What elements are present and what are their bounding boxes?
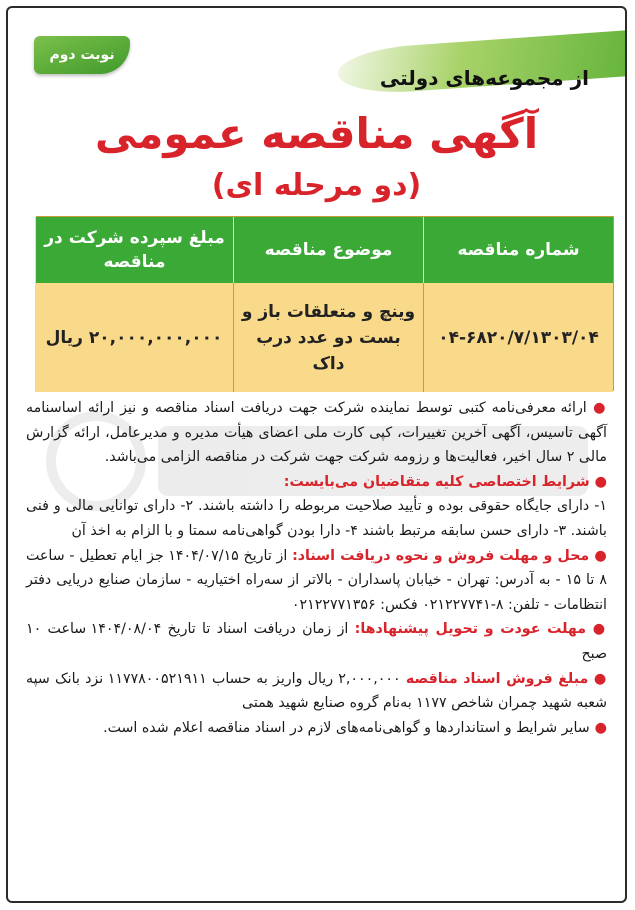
- bullet-icon: ●: [589, 547, 608, 564]
- paragraph-other: ● سایر شرایط و استانداردها و گواهی‌نامه‌های لازم در اسناد مناقصه اعلام شده است.: [103, 719, 607, 736]
- paragraph-documents: ● ارائه معرفی‌نامه کتبی توسط نماینده شرکت جهت دریافت اسناد مناقصه و نیز ارائه اساسنامه آگهی تاسیس، آگهی آخرین تغییرات، کپی کارت ملی اعضای هیأت مدیره و مدیرعامل، ارائه گزارش مالی ۲ سال اخیر، فعالیت‌ها و رزومه شرکت جهت شرکت در مناقصه الزامی می‌باشد.: [26, 400, 607, 466]
- bullet-icon: ●: [588, 670, 607, 687]
- bullet-icon: ●: [586, 400, 607, 416]
- page-title: آگهی مناقصه عمومی: [94, 109, 539, 158]
- bullet-icon: ●: [586, 621, 607, 638]
- paragraph-conditions-list: ۱- دارای جایگاه حقوقی بوده و تأیید صلاحیت مربوطه را داشته باشند. ۲- دارای توانایی مالی و فنی باشند. ۳- دارای حسن سابقه مرتبط باشند ۴- دارا بودن گواهی‌نامه سمتا و با الزام به اخذ آن: [26, 498, 607, 539]
- subtitle: از مجموعه‌های دولتی: [379, 66, 589, 90]
- cell-deposit-amount: ۲۰,۰۰۰,۰۰۰,۰۰۰ ریال: [35, 283, 233, 392]
- cell-tender-subject: وینچ و متعلقات باز و بست دو عدد درب داک: [233, 283, 423, 392]
- paragraph-special-conditions: ● شرایط اختصاصی کلیه متقاضیان می‌بایست:: [283, 473, 607, 490]
- advertisement-frame: [6, 6, 627, 903]
- title-sub: (دو مرحله ای): [211, 168, 422, 203]
- bullet-icon: ●: [589, 719, 607, 736]
- header-tender-subject: موضوع مناقصه: [233, 217, 423, 283]
- second-notice-badge: نوبت دوم: [34, 36, 130, 74]
- paragraph-price: ● مبلغ فروش اسناد مناقصه ۲,۰۰۰,۰۰۰ ریال واریز به حساب ۱۱۷۷۸۰۰۵۲۱۹۱۱ نزد بانک سپه شعبه شهید چمران شاخص ۱۱۷۷ به‌نام گروه صنایع شهید همتی: [26, 670, 607, 712]
- paragraph-deadline: ● مهلت عودت و تحویل پیشنهادها: از زمان دریافت اسناد تا تاریخ ۱۴۰۴/۰۸/۰۴ ساعت ۱۰ صبح: [26, 621, 607, 662]
- cell-tender-number: ۰۴-۶۸۲۰/۷/۱۳۰۳/۰۴: [423, 283, 613, 392]
- header-deposit-amount: مبلغ سپرده شرکت در مناقصه: [35, 217, 233, 283]
- bullet-icon: ●: [589, 473, 607, 490]
- header-tender-number: شماره مناقصه: [423, 217, 613, 283]
- conditions-text: [26, 396, 607, 740]
- tender-table: [36, 216, 614, 391]
- paragraph-sale-location: ● محل و مهلت فروش و نحوه دریافت اسناد: از تاریخ ۱۴۰۴/۰۷/۱۵ جز ایام تعطیل - ساعت ۸ تا ۱۵ - به آدرس: تهران - خیابان پاسداران - بالاتر از سه‌راه اختیاریه - سازمان صنایع دریایی دفتر انتظامات - تلفن: ۸-۰۲۱۲۲۷۷۴۱ فکس: ۰۲۱۲۲۷۷۱۳۵۶: [26, 547, 608, 613]
